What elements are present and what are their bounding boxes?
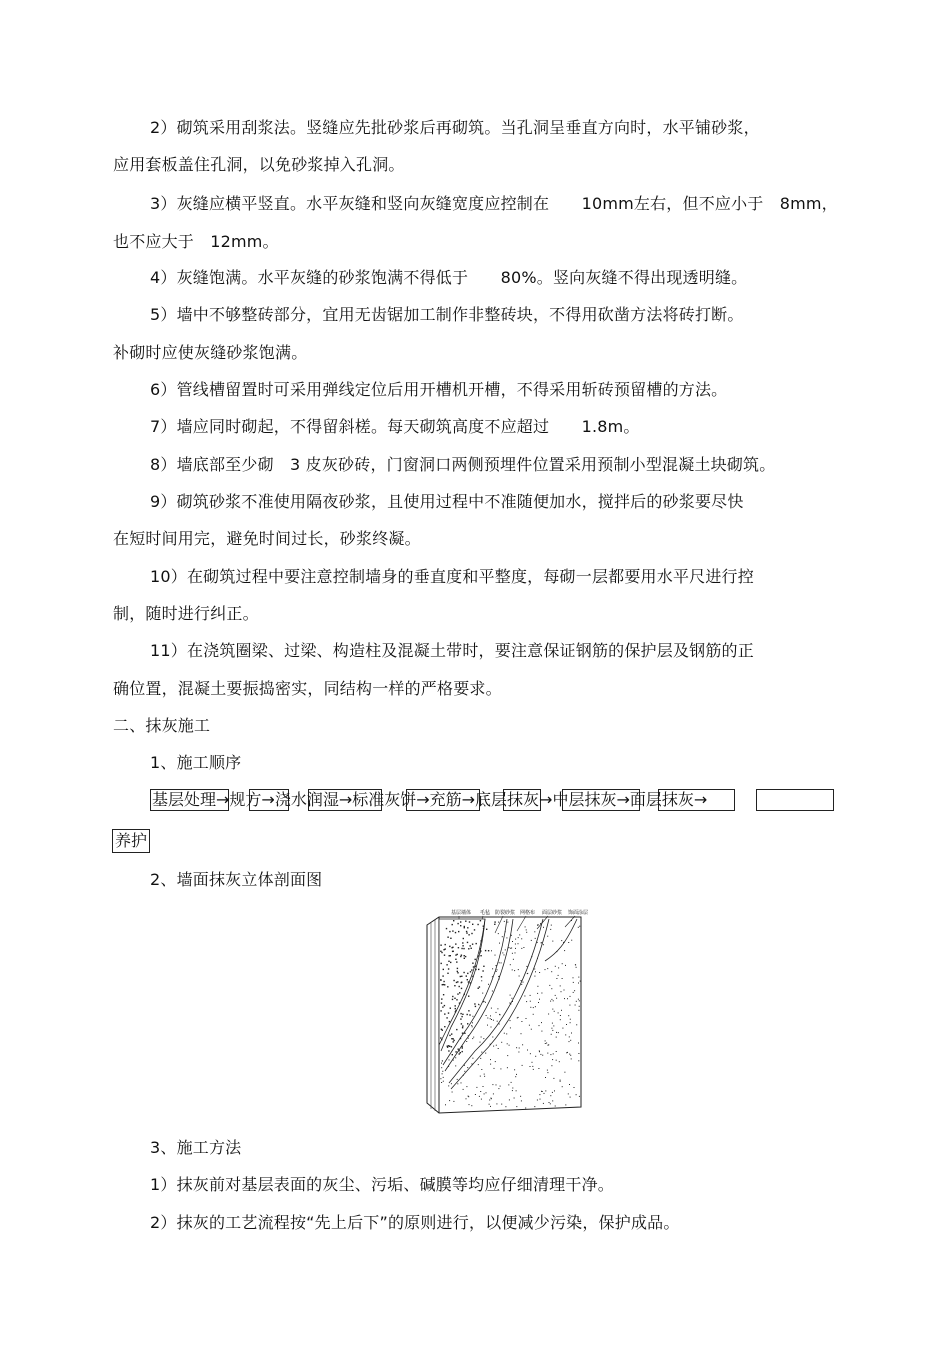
figure-label: 饰面涂层 bbox=[568, 910, 589, 916]
text-line: 确位置，混凝土要振捣密实，同结构一样的严格要求。 bbox=[113, 679, 502, 698]
text-line: 11）在浇筑圈梁、过梁、构造柱及混凝土带时，要注意保证钢筋的保护层及钢筋的正 bbox=[150, 641, 754, 660]
text-line: 2）抹灰的工艺流程按“先上后下”的原则进行，以便减少污染，保护成品。 bbox=[150, 1213, 680, 1232]
text-line: 7）墙应同时砌起，不得留斜槎。每天砌筑高度不应超过 1.8m。 bbox=[150, 417, 640, 436]
figure-label: 毛毡 bbox=[480, 910, 491, 916]
flow-text: 基层处理→规方→浇水润湿→标准灰饼→充筋→底层抹灰→中层抹灰→面层抹灰→ bbox=[152, 790, 708, 809]
wall-plaster-section-figure bbox=[425, 905, 595, 1117]
text-line: 2）砌筑采用刮浆法。竖缝应先批砂浆后再砌筑。当孔洞呈垂直方向时，水平铺砂浆， bbox=[150, 118, 760, 137]
text-line: 6）管线槽留置时可采用弹线定位后用开槽机开槽，不得采用斩砖预留槽的方法。 bbox=[150, 380, 728, 399]
text-line: 也不应大于 12mm。 bbox=[113, 232, 279, 251]
text-line: 补砌时应使灰缝砂浆饱满。 bbox=[113, 343, 308, 362]
text-line: 1）抹灰前对基层表面的灰尘、污垢、碱膜等均应仔细清理干净。 bbox=[150, 1175, 614, 1194]
text-line: 5）墙中不够整砖部分，宜用无齿锯加工制作非整砖块，不得用砍凿方法将砖打断。 bbox=[150, 305, 744, 324]
subsection-heading: 3、施工方法 bbox=[150, 1138, 242, 1157]
text-line: 制，随时进行纠正。 bbox=[113, 604, 259, 623]
text-line: 应用套板盖住孔洞，以免砂浆掉入孔洞。 bbox=[113, 155, 405, 174]
text-line: 9）砌筑砂浆不准使用隔夜砂浆，且使用过程中不准随便加水，搅拌后的砂浆要尽快 bbox=[150, 492, 744, 511]
figure-label: 防裂砂浆 bbox=[495, 910, 516, 916]
figure-label: 网格布 bbox=[520, 910, 536, 916]
text-line: 10）在砌筑过程中要注意控制墙身的垂直度和平整度，每砌一层都要用水平尺进行控 bbox=[150, 567, 754, 586]
flow-box-last: 养护 bbox=[112, 829, 150, 853]
subsection-heading: 1、施工顺序 bbox=[150, 753, 242, 772]
process-flow bbox=[150, 789, 834, 811]
subsection-heading: 2、墙面抹灰立体剖面图 bbox=[150, 870, 323, 889]
section-drawing bbox=[425, 905, 595, 1117]
figure-label: 面层砂浆 bbox=[542, 910, 563, 916]
text-line: 在短时间用完，避免时间过长，砂浆终凝。 bbox=[113, 529, 421, 548]
text-line: 8）墙底部至少砌 3 皮灰砂砖，门窗洞口两侧预埋件位置采用预制小型混凝土块砌筑。 bbox=[150, 455, 776, 474]
flow-box bbox=[756, 789, 834, 811]
section-heading: 二、抹灰施工 bbox=[113, 716, 211, 735]
text-line: 4）灰缝饱满。水平灰缝的砂浆饱满不得低于 80%。竖向灰缝不得出现透明缝。 bbox=[150, 268, 748, 287]
text-line: 3）灰缝应横平竖直。水平灰缝和竖向灰缝宽度应控制在 10mm左右，但不应小于 8mm， bbox=[150, 194, 838, 213]
figure-label: 基层墙体 bbox=[451, 910, 472, 916]
